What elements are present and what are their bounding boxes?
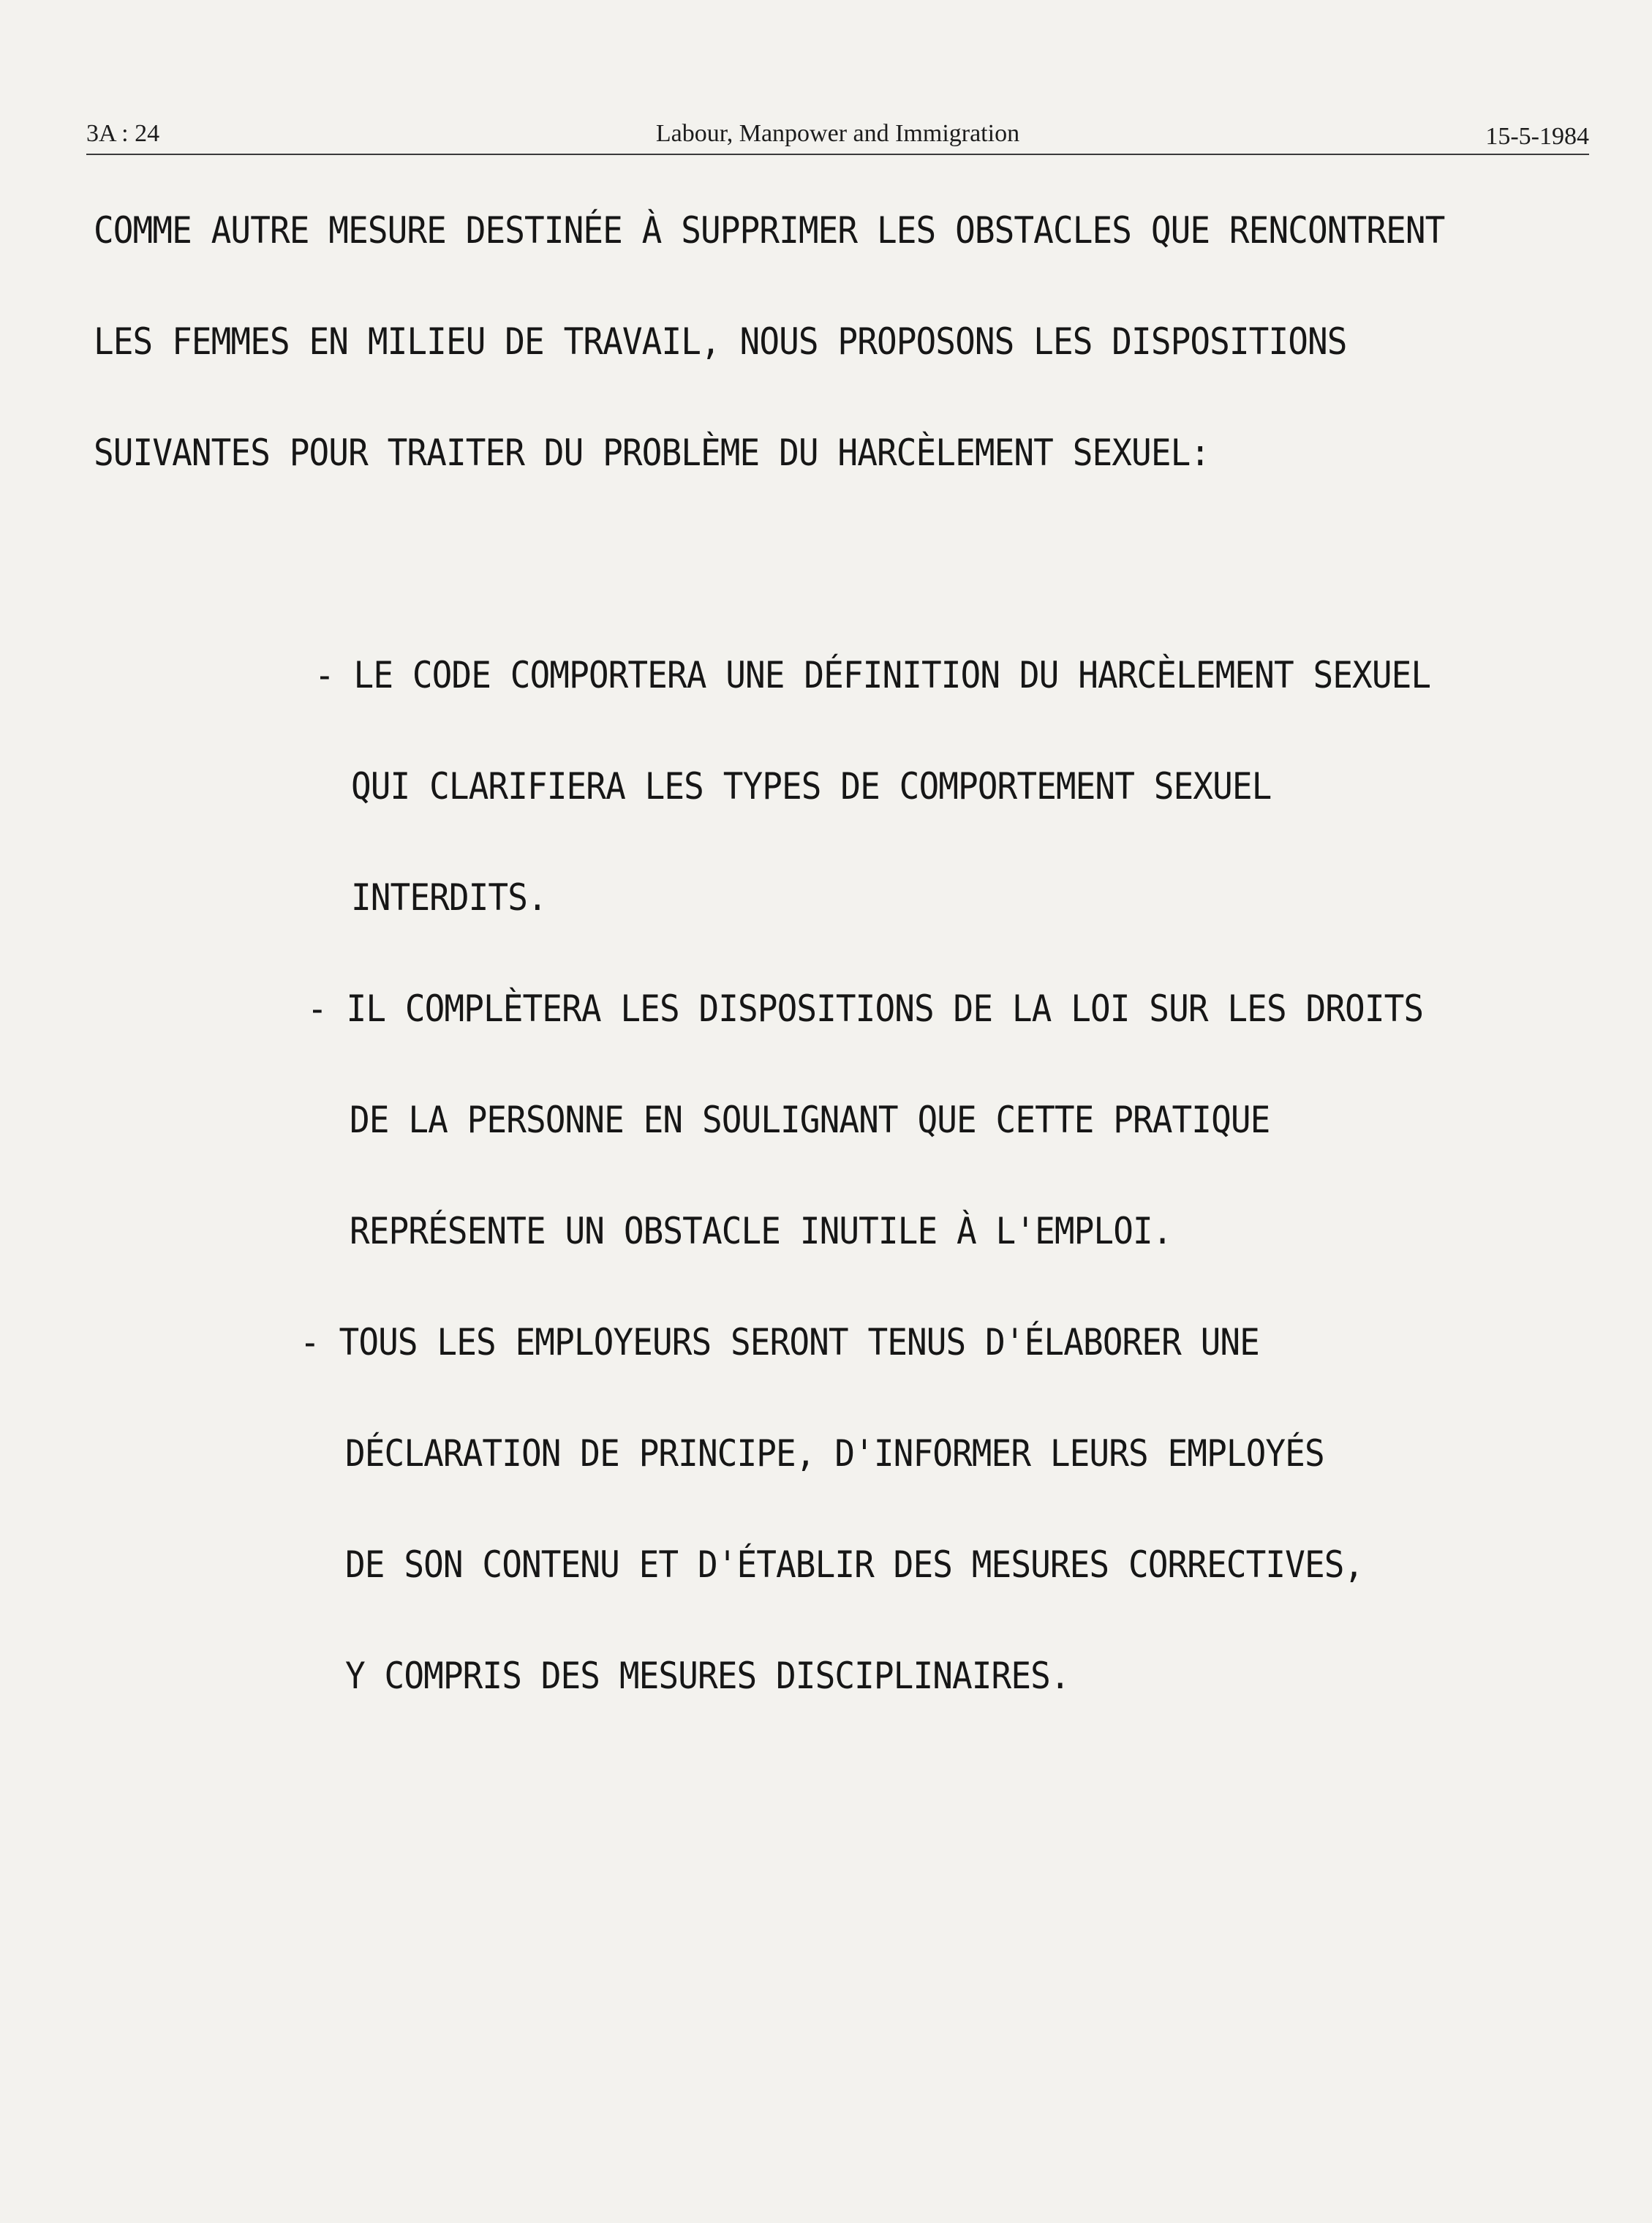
bullet-1-line: - LE CODE COMPORTERA UNE DÉFINITION DU HARCÈLEMENT SEXUEL — [314, 654, 1431, 696]
page-header — [86, 110, 1589, 154]
bullet-1-line: INTERDITS. — [351, 876, 547, 919]
header-date: 15-5-1984 — [1485, 123, 1589, 150]
paragraph-line: SUIVANTES POUR TRAITER DU PROBLÈME DU HARCÈLEMENT SEXUEL: — [94, 432, 1210, 474]
bullet-1-line: QUI CLARIFIERA LES TYPES DE COMPORTEMENT SEXUEL — [351, 765, 1272, 808]
page-number: 3A : 24 — [86, 120, 160, 147]
bullet-2-line: - IL COMPLÈTERA LES DISPOSITIONS DE LA LOI SUR LES DROITS — [307, 988, 1424, 1030]
bullet-3-line: DE SON CONTENU ET D'ÉTABLIR DES MESURES CORRECTIVES, — [345, 1543, 1364, 1586]
header-rule — [86, 154, 1589, 155]
bullet-3-line: Y COMPRIS DES MESURES DISCIPLINAIRES. — [345, 1655, 1070, 1697]
section-title: Labour, Manpower and Immigration — [655, 120, 1020, 147]
paragraph-line: LES FEMMES EN MILIEU DE TRAVAIL, NOUS PROPOSONS LES DISPOSITIONS — [94, 320, 1347, 363]
bullet-3-line: - TOUS LES EMPLOYEURS SERONT TENUS D'ÉLABORER UNE — [300, 1321, 1259, 1363]
bullet-2-line: DE LA PERSONNE EN SOULIGNANT QUE CETTE PRATIQUE — [350, 1099, 1270, 1141]
paragraph-line: COMME AUTRE MESURE DESTINÉE À SUPPRIMER LES OBSTACLES QUE RENCONTRENT — [94, 209, 1445, 252]
bullet-2-line: REPRÉSENTE UN OBSTACLE INUTILE À L'EMPLOI. — [350, 1210, 1172, 1252]
bullet-3-line: DÉCLARATION DE PRINCIPE, D'INFORMER LEURS EMPLOYÉS — [345, 1432, 1324, 1475]
